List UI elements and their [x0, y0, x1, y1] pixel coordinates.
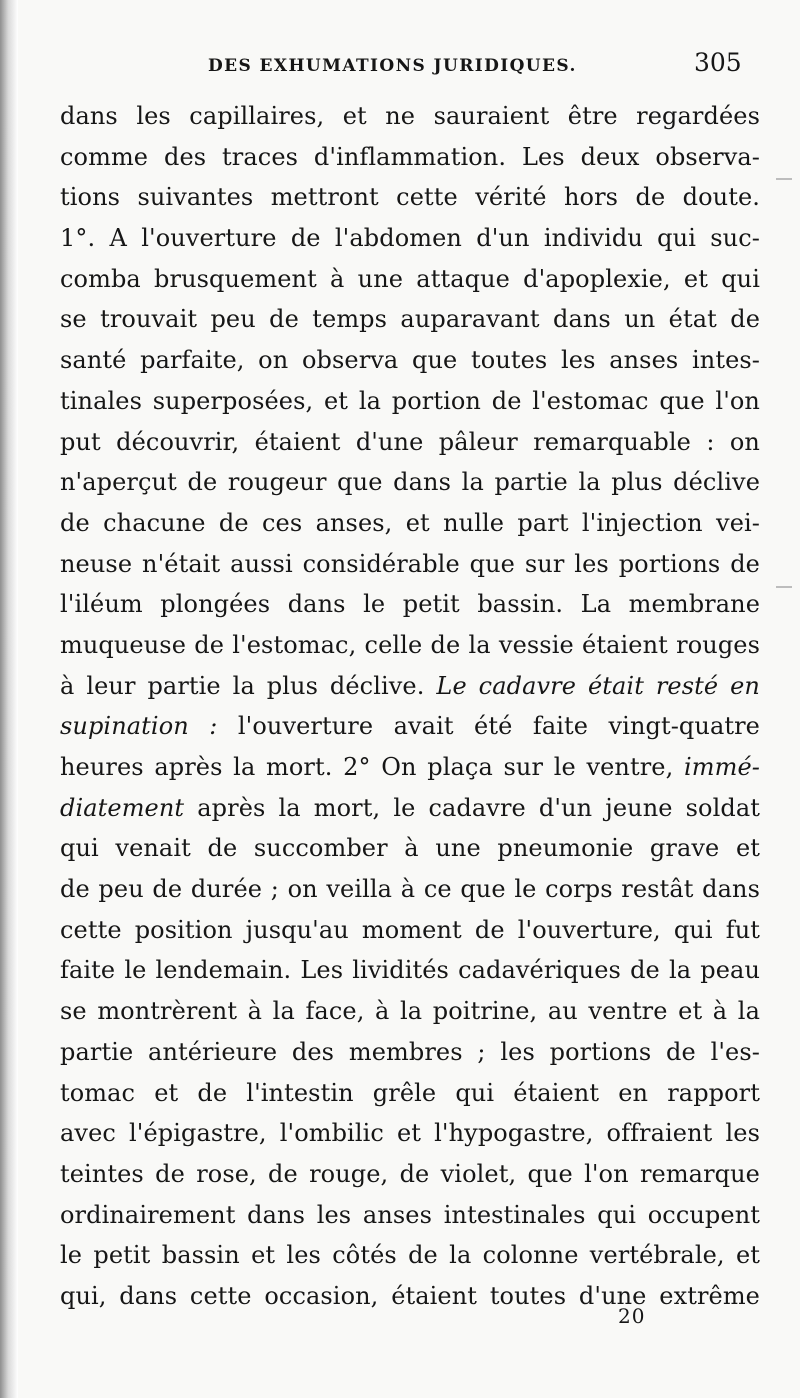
- text-line: [60, 503, 760, 544]
- italic-text-run: supination :: [60, 712, 218, 741]
- text-run: qui venait de succomber à une pneumonie grave et: [60, 834, 760, 863]
- text-run: santé parfaite, on observa que toutes les anses intes-: [60, 346, 760, 375]
- text-run: tinales superposées, et la portion de l'estomac que l'on: [60, 386, 760, 415]
- italic-text-run: immé-: [683, 753, 760, 781]
- text-run: de chacune de ces anses, et nulle part l'injection vei-: [60, 508, 760, 537]
- text-line: [60, 950, 760, 991]
- text-run: 1°. A l'ouverture de l'abdomen d'un individu qui suc-: [60, 224, 760, 253]
- text-run: avec l'épigastre, l'ombilic et l'hypogastre, offraient les: [60, 1119, 760, 1148]
- signature-mark: 20: [618, 1304, 646, 1328]
- text-line: [60, 1113, 760, 1154]
- text-run: l'iléum plongées dans le petit bassin. La membrane: [60, 590, 760, 619]
- text-line: [60, 137, 760, 178]
- running-head-title: DES EXHUMATIONS JURIDIQUES.: [208, 56, 577, 76]
- text-line: [60, 177, 760, 218]
- text-line: [60, 869, 760, 910]
- text-line: [60, 544, 760, 585]
- text-run: tions suivantes mettront cette vérité hors de doute.: [60, 183, 760, 212]
- text-run: l'ouverture avait été faite vingt-quatre: [217, 712, 760, 741]
- text-run: après la mort, le cadavre d'un jeune soldat: [184, 793, 760, 822]
- text-line: [60, 625, 760, 666]
- text-run: le petit bassin et les côtés de la colonne vertébrale, et: [60, 1241, 760, 1270]
- text-line: [60, 218, 760, 259]
- text-line: [60, 1032, 760, 1073]
- text-run: dans les capillaires, et ne sauraient être regardées: [60, 102, 760, 130]
- text-run: se trouvait peu de temps auparavant dans un état de: [60, 305, 760, 334]
- text-line: [60, 1073, 760, 1114]
- text-run: put découvrir, étaient d'une pâleur remarquable : on: [60, 427, 760, 456]
- text-line: [60, 788, 760, 829]
- text-line: [60, 96, 760, 137]
- book-page: [18, 0, 800, 1398]
- text-line: [60, 828, 760, 869]
- text-run: heures après la mort. 2° On plaça sur le ventre,: [60, 753, 684, 781]
- scan-edge-shadow: [0, 0, 18, 1398]
- text-run: ordinairement dans les anses intestinales qui occupent: [60, 1200, 760, 1229]
- text-line: [60, 910, 760, 951]
- text-run: tomac et de l'intestin grêle qui étaient en rapport: [60, 1078, 760, 1107]
- text-run: se montrèrent à la face, à la poitrine, au ventre et à la: [60, 997, 760, 1026]
- body-text: [60, 96, 760, 1317]
- text-run: faite le lendemain. Les lividités cadavériques de la peau: [60, 956, 760, 985]
- page-number: 305: [694, 48, 742, 77]
- text-run: à leur partie la plus déclive.: [60, 671, 437, 700]
- italic-text-run: Le cadavre était resté en: [436, 671, 760, 700]
- text-run: de peu de durée ; on veilla à ce que le corps restât dans: [60, 875, 760, 904]
- text-line: [60, 422, 760, 463]
- text-line: [60, 666, 760, 707]
- text-line: [60, 584, 760, 625]
- text-line: [60, 1195, 760, 1236]
- text-line: [60, 259, 760, 300]
- text-line: [60, 706, 760, 747]
- margin-dash: [776, 178, 792, 180]
- text-line: [60, 991, 760, 1032]
- text-run: teintes de rose, de rouge, de violet, que l'on remarque: [60, 1159, 760, 1188]
- text-run: comme des traces d'inflammation. Les deux observa-: [60, 142, 760, 171]
- italic-text-run: diatement: [60, 793, 185, 822]
- text-run: partie antérieure des membres ; les portions de l'es-: [60, 1037, 760, 1066]
- text-line: [60, 1154, 760, 1195]
- text-run: qui, dans cette occasion, étaient toutes d'une extrême: [60, 1281, 760, 1310]
- text-line: [60, 299, 760, 340]
- text-run: comba brusquement à une attaque d'apoplexie, et qui: [60, 264, 760, 293]
- text-line: [60, 747, 760, 788]
- text-line: [60, 1235, 760, 1276]
- text-run: cette position jusqu'au moment de l'ouverture, qui fut: [60, 915, 760, 944]
- text-run: muqueuse de l'estomac, celle de la vessie étaient rouges: [60, 630, 760, 659]
- text-line: [60, 462, 760, 503]
- text-run: neuse n'était aussi considérable que sur les portions de: [60, 549, 760, 578]
- text-line: [60, 381, 760, 422]
- text-line: [60, 1276, 760, 1317]
- running-head: [18, 48, 800, 88]
- margin-dash: [776, 586, 792, 588]
- text-run: n'aperçut de rougeur que dans la partie la plus déclive: [60, 468, 760, 497]
- text-line: [60, 340, 760, 381]
